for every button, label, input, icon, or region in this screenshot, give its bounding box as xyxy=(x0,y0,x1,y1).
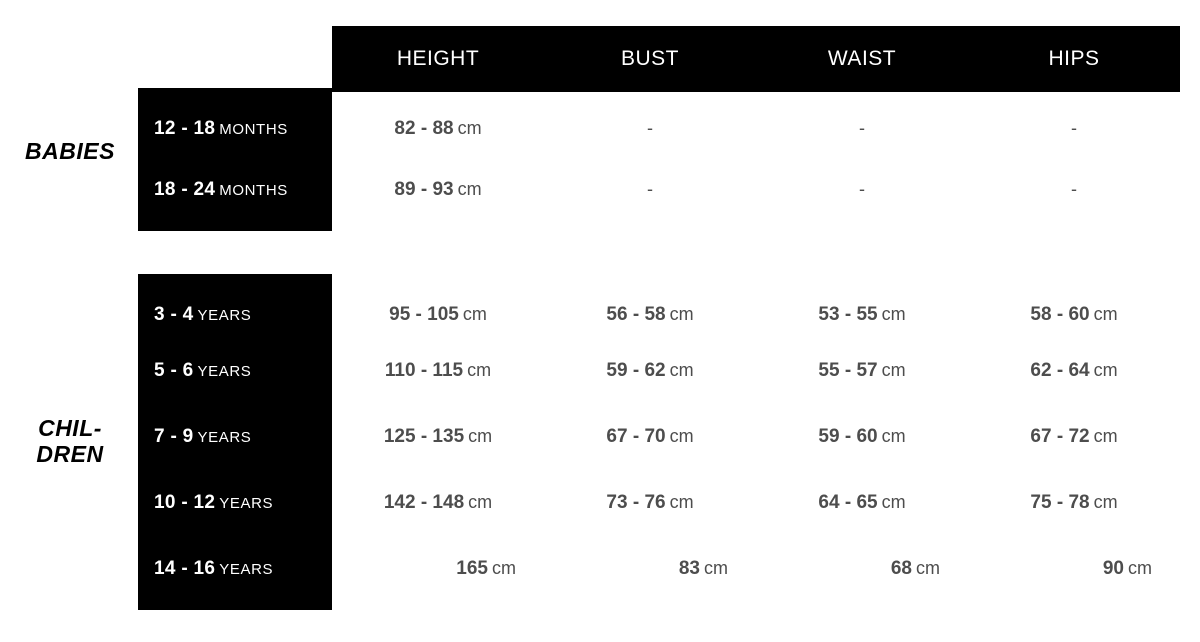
age-range: 7 - 9 xyxy=(154,425,194,447)
value-unit: cm xyxy=(468,425,493,446)
value-number: 95 - 105 xyxy=(389,303,459,325)
value-unit: cm xyxy=(881,491,906,512)
value-unit: cm xyxy=(669,425,694,446)
value-cell-height xyxy=(332,558,544,580)
value-unit: cm xyxy=(457,178,482,199)
table-header-row xyxy=(332,26,1180,92)
value-number: 73 - 76 xyxy=(606,491,666,513)
value-cell-height xyxy=(332,360,544,382)
value-number: 110 - 115 xyxy=(384,359,464,381)
age-cell xyxy=(138,558,332,580)
value-number: 125 - 135 xyxy=(383,425,465,447)
value-cell-bust xyxy=(544,118,756,139)
group-label-children-line1: CHIL- xyxy=(38,415,102,441)
value-cell-waist xyxy=(756,360,968,382)
age-cell xyxy=(138,304,332,326)
value-number: 64 - 65 xyxy=(818,491,878,513)
value-cell-waist xyxy=(756,558,968,580)
value-unit: cm xyxy=(881,359,906,380)
table-row xyxy=(138,284,1180,345)
value-cell-hips xyxy=(968,179,1180,200)
value-unit: cm xyxy=(669,491,694,512)
value-unit: cm xyxy=(881,425,906,446)
age-range: 14 - 16 xyxy=(154,557,216,579)
age-range: 12 - 18 xyxy=(154,117,216,139)
value-unit: cm xyxy=(1093,359,1118,380)
table-row xyxy=(138,340,1180,401)
value-number: 67 - 70 xyxy=(606,425,666,447)
value-number: 83 xyxy=(678,557,700,579)
value-number: 75 - 78 xyxy=(1030,491,1090,513)
value-unit: cm xyxy=(669,303,694,324)
group-label-babies: BABIES xyxy=(25,138,115,164)
table-row xyxy=(138,159,1180,220)
value-cell-waist xyxy=(756,179,968,200)
value-number: 89 - 93 xyxy=(394,178,454,200)
value-number: 58 - 60 xyxy=(1030,303,1090,325)
value-cell-bust xyxy=(544,426,756,448)
value-empty: - xyxy=(647,179,653,199)
age-unit: YEARS xyxy=(197,428,252,446)
value-number: 59 - 60 xyxy=(818,425,878,447)
age-range: 3 - 4 xyxy=(154,303,194,325)
age-unit: YEARS xyxy=(219,494,274,512)
value-cell-bust xyxy=(544,304,756,326)
value-cell-height xyxy=(332,426,544,448)
value-unit: cm xyxy=(467,359,492,380)
value-cell-waist xyxy=(756,118,968,139)
column-header-height: HEIGHT xyxy=(396,47,480,70)
table-row xyxy=(138,472,1180,533)
value-number: 165 xyxy=(456,557,488,579)
age-cell xyxy=(138,179,332,201)
value-cell-hips xyxy=(968,118,1180,139)
column-header-waist: WAIST xyxy=(827,47,897,70)
value-cell-height xyxy=(332,179,544,201)
value-unit: cm xyxy=(916,557,940,578)
value-number: 82 - 88 xyxy=(394,117,454,139)
value-cell-waist xyxy=(756,426,968,448)
value-unit: cm xyxy=(1128,557,1152,578)
value-cell-height xyxy=(332,304,544,326)
value-unit: cm xyxy=(457,117,482,138)
age-unit: MONTHS xyxy=(219,181,288,199)
value-unit: cm xyxy=(669,359,694,380)
value-unit: cm xyxy=(881,303,906,324)
value-cell-bust xyxy=(544,360,756,382)
age-range: 18 - 24 xyxy=(154,178,216,200)
value-cell-hips xyxy=(968,304,1180,326)
table-row xyxy=(138,406,1180,467)
age-range: 5 - 6 xyxy=(154,359,194,381)
value-unit: cm xyxy=(704,557,728,578)
group-label-children xyxy=(0,416,140,468)
value-unit: cm xyxy=(462,303,487,324)
value-cell-waist xyxy=(756,304,968,326)
value-unit: cm xyxy=(468,491,493,512)
value-number: 62 - 64 xyxy=(1030,359,1090,381)
age-cell xyxy=(138,118,332,140)
value-number: 67 - 72 xyxy=(1030,425,1090,447)
value-number: 142 - 148 xyxy=(383,491,465,513)
age-cell xyxy=(138,360,332,382)
value-empty: - xyxy=(647,118,653,138)
age-unit: YEARS xyxy=(219,560,274,578)
value-cell-height xyxy=(332,118,544,140)
column-header-bust: BUST xyxy=(620,47,679,70)
age-unit: YEARS xyxy=(197,306,252,324)
age-range: 10 - 12 xyxy=(154,491,216,513)
value-cell-hips xyxy=(968,426,1180,448)
value-cell-height xyxy=(332,492,544,514)
value-cell-bust xyxy=(544,179,756,200)
value-unit: cm xyxy=(1093,425,1118,446)
value-number: 53 - 55 xyxy=(818,303,878,325)
age-cell xyxy=(138,492,332,514)
age-cell xyxy=(138,426,332,448)
value-number: 90 xyxy=(1102,557,1124,579)
value-number: 68 xyxy=(890,557,912,579)
value-empty: - xyxy=(1071,179,1077,199)
value-unit: cm xyxy=(1093,303,1118,324)
age-unit: YEARS xyxy=(197,362,252,380)
value-empty: - xyxy=(1071,118,1077,138)
value-number: 56 - 58 xyxy=(606,303,666,325)
table-row xyxy=(138,98,1180,159)
value-cell-waist xyxy=(756,492,968,514)
table-row xyxy=(138,538,1180,599)
value-cell-hips xyxy=(968,492,1180,514)
value-cell-hips xyxy=(968,360,1180,382)
value-cell-hips xyxy=(968,558,1180,580)
value-unit: cm xyxy=(492,557,516,578)
value-cell-bust xyxy=(544,492,756,514)
value-number: 59 - 62 xyxy=(606,359,666,381)
value-empty: - xyxy=(859,179,865,199)
age-unit: MONTHS xyxy=(219,120,288,138)
value-unit: cm xyxy=(1093,491,1118,512)
group-label-children-line2: DREN xyxy=(36,440,104,467)
value-number: 55 - 57 xyxy=(818,359,878,381)
value-cell-bust xyxy=(544,558,756,580)
value-empty: - xyxy=(859,118,865,138)
column-header-hips: HIPS xyxy=(1048,47,1100,70)
